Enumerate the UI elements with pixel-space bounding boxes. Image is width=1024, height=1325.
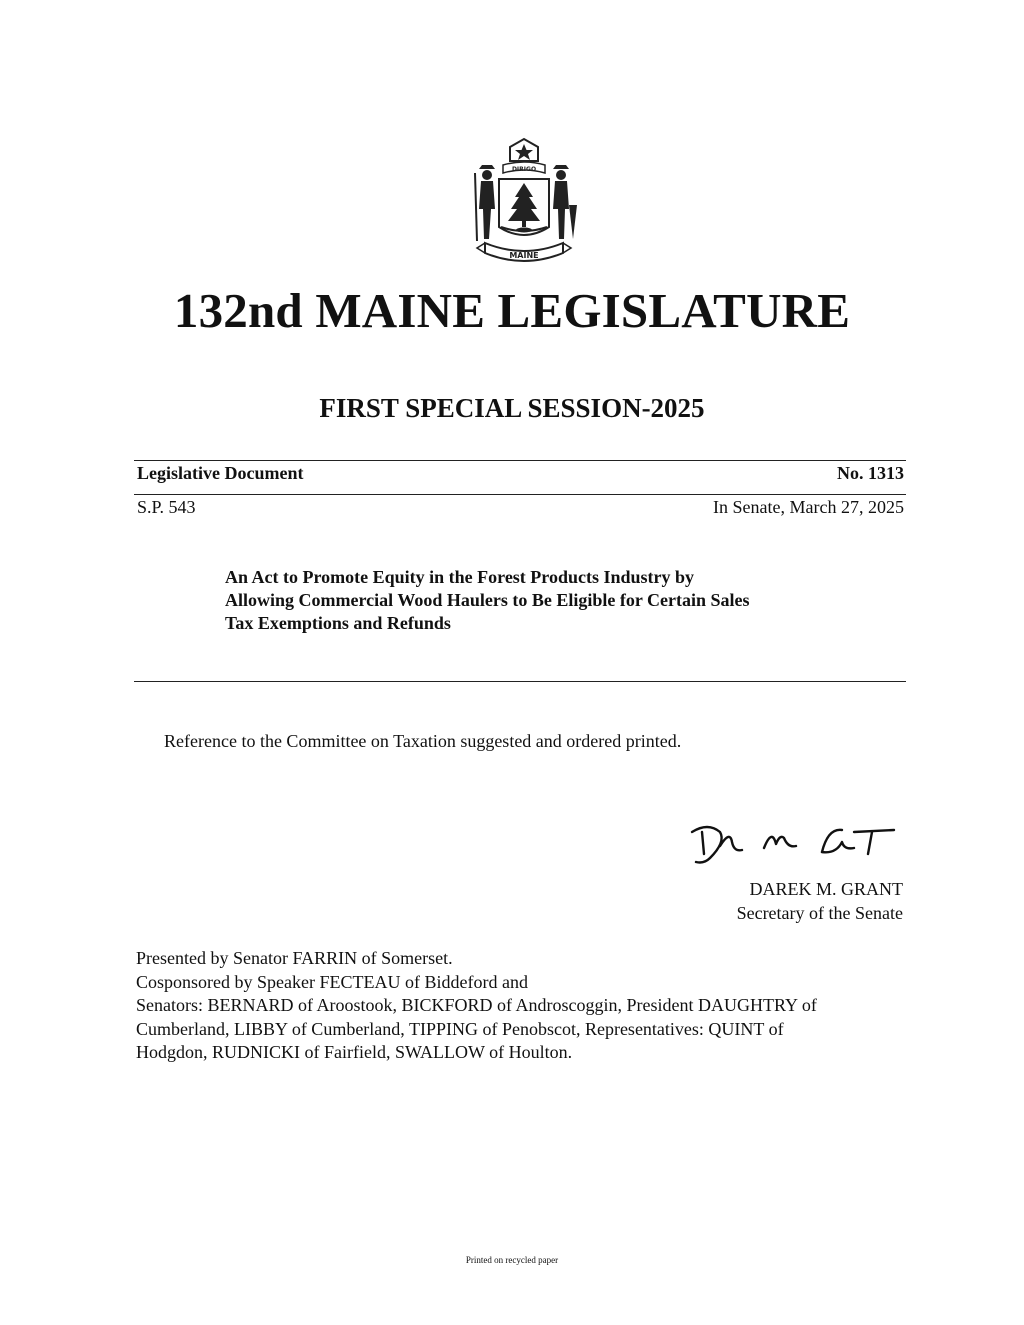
senate-info-row [137, 497, 904, 518]
session-title: FIRST SPECIAL SESSION-2025 [319, 393, 705, 423]
sponsors-block [136, 947, 906, 1065]
document-type-label: Legislative Document [137, 463, 304, 483]
handwritten-signature [686, 818, 902, 876]
divider [134, 494, 906, 495]
sponsor-line: Hodgdon, RUDNICKI of Fairfield, SWALLOW of Houlton. [136, 1042, 573, 1062]
printed-on-recycled-paper-note: Printed on recycled paper [465, 1255, 559, 1265]
legislature-title: 132nd MAINE LEGISLATURE [173, 283, 851, 338]
act-title [225, 566, 845, 635]
svg-text:DIRIGO: DIRIGO [511, 166, 537, 173]
act-title-line: An Act to Promote Equity in the Forest Products Industry by [225, 567, 695, 587]
document-number: No. 1313 [837, 463, 904, 483]
signer-title: Secretary of the Senate [736, 903, 903, 923]
senate-paper-number: S.P. 543 [137, 497, 196, 517]
committee-reference: Reference to the Committee on Taxation suggested and ordered printed. [164, 731, 682, 751]
document-id-row [137, 463, 904, 484]
divider [134, 681, 906, 682]
divider [134, 460, 906, 461]
act-title-line: Allowing Commercial Wood Haulers to Be Eligible for Certain Sales [225, 590, 750, 610]
svg-text:MAINE: MAINE [509, 251, 539, 260]
senate-date: In Senate, March 27, 2025 [713, 497, 904, 517]
sponsor-line: Cumberland, LIBBY of Cumberland, TIPPING of Penobscot, Representatives: QUINT of [136, 1018, 784, 1039]
signer-name: DAREK M. GRANT [749, 879, 903, 899]
sponsor-line: Cosponsored by Speaker FECTEAU of Biddeford and [136, 971, 528, 992]
sponsor-line: Senators: BERNARD of Aroostook, BICKFORD of Androscoggin, President DAUGHTRY of [136, 995, 817, 1015]
signer-block [737, 877, 903, 925]
sponsor-line: Presented by Senator FARRIN of Somerset. [136, 948, 453, 968]
maine-state-seal [465, 135, 583, 275]
act-title-line: Tax Exemptions and Refunds [225, 613, 451, 633]
